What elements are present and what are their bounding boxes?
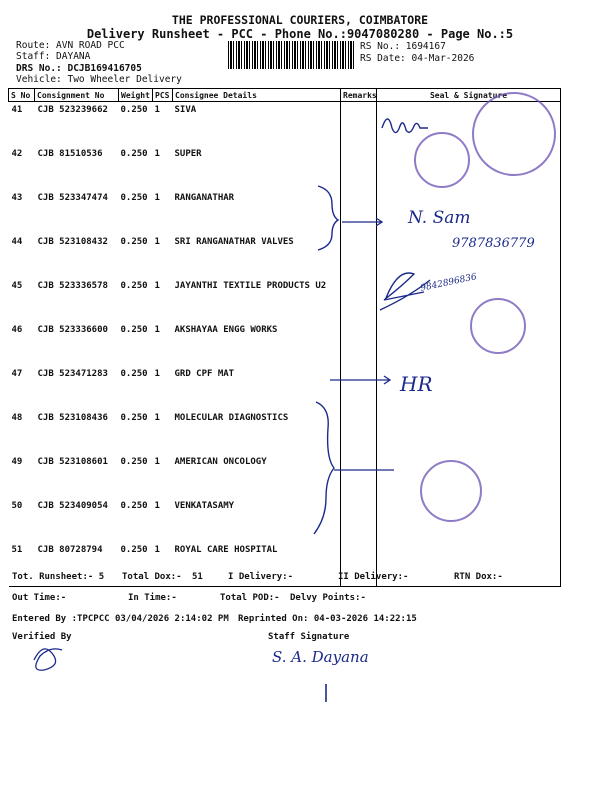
row-sno: 51: [9, 542, 35, 587]
row-pcs: 1: [154, 105, 160, 115]
col-consignee: Consignee Details: [173, 89, 341, 102]
row-pcs: 1: [154, 413, 160, 423]
row-consignment-no: CJB 81510536: [37, 149, 103, 159]
seal-stamp-3: [470, 298, 526, 354]
row-weight: 0.250: [120, 281, 148, 291]
in-time: In Time:-: [128, 593, 177, 603]
row-remarks: [341, 322, 377, 366]
route-label: Route: AVN ROAD PCC: [16, 40, 125, 51]
receiver-phone2-handwriting: 9842896836: [419, 272, 478, 294]
row-sno: 49: [11, 457, 23, 467]
col-pcs: PCS: [153, 89, 173, 102]
tot-runsheet: Tot. Runsheet:- 5: [12, 572, 105, 582]
row-sno: 43: [11, 193, 23, 203]
rtn-dox: RTN Dox:-: [454, 572, 503, 582]
row-seal-signature: [377, 322, 561, 366]
row-pcs: 1: [154, 237, 160, 247]
row-consignment-no: CJB 523336578: [37, 281, 108, 291]
row-weight: 0.250: [120, 237, 148, 247]
table-row: [9, 410, 561, 454]
table-header-row: [9, 89, 561, 102]
row-weight: 0.250: [120, 457, 148, 467]
row-remarks: [341, 234, 377, 278]
row-sno: 48: [11, 413, 23, 423]
row-consignment-no: CJB 523108601: [37, 457, 108, 467]
row-weight: 0.250: [120, 105, 148, 115]
seal-stamp-2: [414, 132, 470, 188]
row-sno: 41: [11, 105, 23, 115]
col-remarks: Remarks: [341, 89, 377, 102]
vehicle-label: Vehicle: Two Wheeler Delivery: [16, 74, 182, 85]
row-consignment-no: CJB 523239662: [37, 105, 108, 115]
total-pod: Total POD:-: [220, 593, 280, 603]
delvy-points: Delvy Points:-: [290, 593, 366, 603]
row-consignee: SUPER: [174, 149, 202, 159]
row-weight: 0.250: [120, 149, 148, 159]
row-remarks: [341, 454, 377, 498]
row-consignment-no: CJB 523336600: [37, 325, 108, 335]
table-row: [9, 190, 561, 234]
row-pcs: 1: [154, 325, 160, 335]
row-sno: 47: [11, 369, 23, 379]
out-time: Out Time:-: [12, 593, 67, 603]
row-remarks: [341, 102, 377, 147]
entered-by: Entered By :TPCPCC 03/04/2026 2:14:02 PM: [12, 614, 229, 624]
table-row: [9, 366, 561, 410]
row-remarks: [341, 410, 377, 454]
i-delivery: I Delivery:-: [228, 572, 294, 582]
col-weight: Weight: [119, 89, 153, 102]
staff-signature-label: Staff Signature: [268, 632, 350, 642]
row-pcs: 1: [154, 501, 160, 511]
col-consignment: Consignment No: [35, 89, 119, 102]
row-sno: 50: [11, 501, 23, 511]
row-seal-signature: [377, 278, 561, 322]
row-remarks: [341, 146, 377, 190]
row-pcs: 1: [154, 369, 160, 379]
row-consignee: SRI RANGANATHAR VALVES: [174, 237, 294, 247]
total-dox-value: 51: [192, 572, 203, 582]
seal-stamp-1: [472, 92, 556, 176]
row-pcs: 1: [154, 149, 160, 159]
row-sno: 44: [11, 237, 23, 247]
ii-delivery: II Delivery:-: [338, 572, 409, 582]
row-weight: 0.250: [120, 325, 148, 335]
row-consignee: VENKATASAMY: [174, 501, 235, 511]
row-remarks: [341, 366, 377, 410]
row-sno: 42: [11, 149, 23, 159]
drs-number: DRS No.: DCJB169416705: [16, 63, 142, 74]
col-sno: S No: [9, 89, 35, 102]
row-remarks: [341, 498, 377, 542]
staff-label: Staff: DAYANA: [16, 51, 91, 62]
row-consignee: RANGANATHAR: [174, 193, 235, 203]
total-dox-label: Total Dox:-: [122, 572, 182, 582]
receiver-phone-handwriting: 9787836779: [452, 236, 535, 251]
row-pcs: 1: [153, 542, 173, 587]
reprinted-on: Reprinted On: 04-03-2026 14:22:15: [238, 614, 417, 624]
company-title: THE PROFESSIONAL COURIERS, COIMBATORE: [171, 13, 429, 27]
rs-date: RS Date: 04-Mar-2026: [360, 53, 475, 64]
barcode-image: [228, 41, 356, 69]
row-consignee: GRD CPF MAT: [174, 369, 235, 379]
receiver-name-handwriting: N. Sam: [408, 208, 471, 228]
row-consignee: MOLECULAR DIAGNOSTICS: [174, 413, 289, 423]
row-consignment-no: CJB 523347474: [37, 193, 108, 203]
runsheet-subtitle: Delivery Runsheet - PCC - Phone No.:9047080280 - Page No.:5: [86, 27, 514, 41]
row-pcs: 1: [154, 193, 160, 203]
row-remarks: [341, 190, 377, 234]
row-consignee: AKSHAYAA ENGG WORKS: [174, 325, 278, 335]
row-weight: 0.250: [120, 193, 148, 203]
row-consignment-no: CJB 80728794: [35, 542, 119, 587]
row-weight: 0.250: [119, 542, 153, 587]
row-remarks: [341, 278, 377, 322]
row-consignment-no: CJB 523409054: [37, 501, 108, 511]
initials-handwriting: HR: [400, 372, 433, 396]
row-consignee: JAYANTHI TEXTILE PRODUCTS U2: [174, 281, 327, 291]
staff-signature-handwriting: S. A. Dayana: [272, 648, 369, 666]
row-weight: 0.250: [120, 413, 148, 423]
row-consignee: ROYAL CARE HOSPITAL: [173, 542, 341, 587]
rs-number: RS No.: 1694167: [360, 41, 446, 52]
row-pcs: 1: [154, 281, 160, 291]
row-pcs: 1: [154, 457, 160, 467]
seal-stamp-4: [420, 460, 482, 522]
row-seal-signature: [377, 410, 561, 454]
row-consignment-no: CJB 523108436: [37, 413, 108, 423]
row-consignment-no: CJB 523108432: [37, 237, 108, 247]
verified-by: Verified By: [12, 632, 72, 642]
row-sno: 45: [11, 281, 23, 291]
row-consignee: SIVA: [174, 105, 197, 115]
row-consignee: AMERICAN ONCOLOGY: [174, 457, 267, 467]
row-weight: 0.250: [120, 501, 148, 511]
row-weight: 0.250: [120, 369, 148, 379]
row-sno: 46: [11, 325, 23, 335]
row-consignment-no: CJB 523471283: [37, 369, 108, 379]
col-seal-signature: Seal & Signature: [377, 89, 561, 102]
